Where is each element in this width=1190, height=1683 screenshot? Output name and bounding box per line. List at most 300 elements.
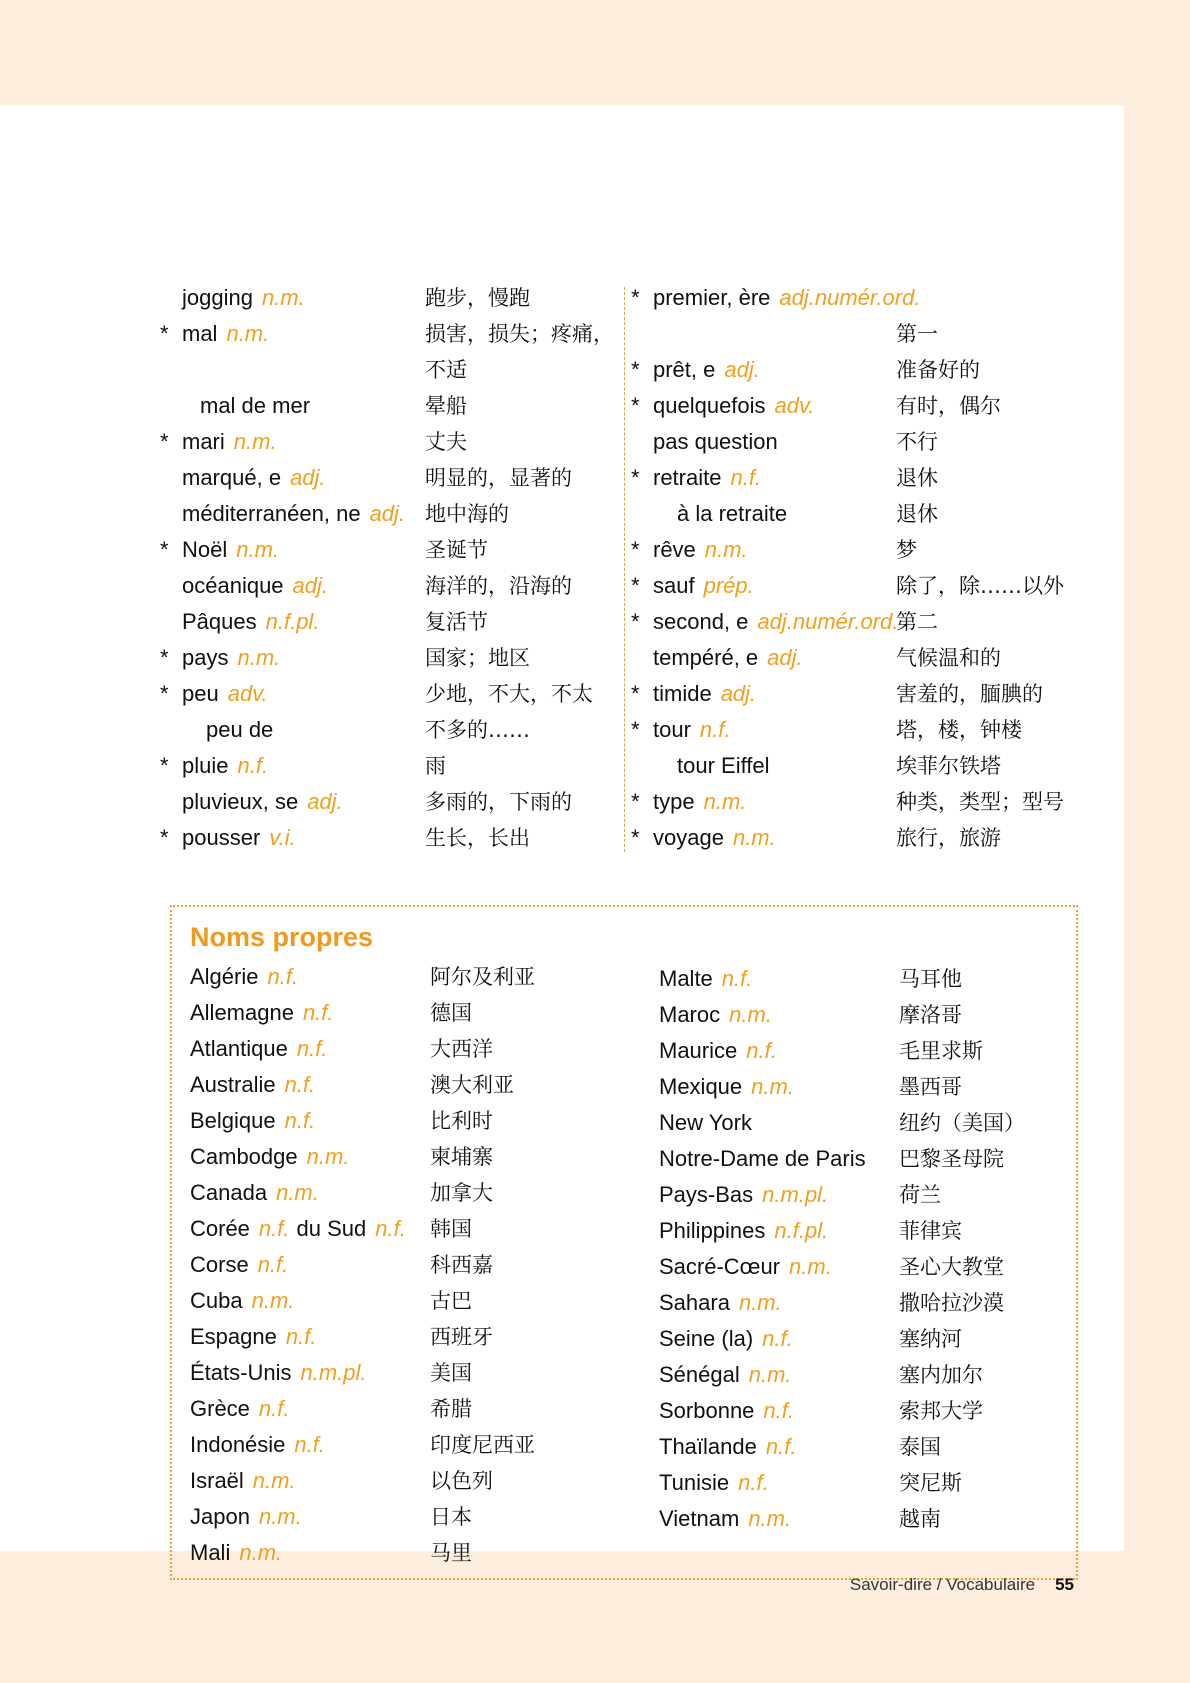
entry-part-of-speech: n.m. [251,1288,295,1313]
entry-star: * [631,357,640,382]
entry-part-of-speech: n.f. [302,1000,334,1025]
vocab-entry [641,424,1081,460]
entry-part-of-speech: n.m. [258,1504,302,1529]
entry-part-of-speech: n.f. [267,964,299,989]
entry-word: Notre-Dame de Paris [659,1146,866,1171]
entry-part-of-speech: adj. [724,357,760,382]
entry-part-of-speech: n.f. [258,1216,290,1241]
entry-part-of-speech: n.f. [284,1072,316,1097]
vocab-entry [170,388,610,424]
vocab-entry [631,352,1081,388]
vocab-entry [631,388,1081,424]
vocab-entry [631,568,1081,604]
entry-word: Maurice [659,1038,738,1063]
entry-star: * [631,465,640,490]
entry-chinese: 日本 [430,1505,472,1529]
proper-noun-entry [659,1141,1099,1177]
entry-word: Philippines [659,1218,766,1243]
entry-word: Malte [659,966,713,991]
entry-part-of-speech: n.f. [721,966,753,991]
proper-noun-entry [659,1105,1099,1141]
entry-part-of-speech: n.f. [375,1216,406,1241]
entry-french [677,748,770,784]
proper-noun-entry [190,1283,630,1319]
entry-word: second, e [653,609,749,634]
entry-star: * [160,429,169,454]
entry-french [653,820,776,856]
entry-french [659,1501,791,1537]
entry-chinese: 古巴 [430,1289,472,1313]
entry-word: Cambodge [190,1144,298,1169]
entry-word: peu de [206,717,274,742]
proper-noun-entry [190,1175,630,1211]
entry-chinese: 损害，损失；疼痛， [425,322,614,346]
entry-part-of-speech: adj.numér.ord. [779,285,921,310]
entry-french [659,1357,792,1393]
entry-word: méditerranéen, ne [182,501,361,526]
vocab-entry [641,316,1081,352]
entry-chinese: 阿尔及利亚 [430,965,535,989]
entry-word: type [653,789,695,814]
entry-chinese: 退休 [896,502,938,526]
proper-nouns-box [170,905,1078,1580]
entry-chinese: 埃菲尔铁塔 [896,754,1001,778]
entry-part-of-speech: n.f. [765,1434,797,1459]
entry-part-of-speech: adj. [290,465,326,490]
entry-french [653,388,815,424]
entry-word: marqué, e [182,465,282,490]
entry-french [653,532,748,568]
page-content [0,105,1124,1565]
proper-noun-entry [190,1211,630,1247]
entry-star: * [631,285,640,310]
entry-chinese: 跑步，慢跑 [425,286,530,310]
entry-chinese: 塞纳河 [899,1327,962,1351]
entry-part-of-speech: n.f. [258,1396,290,1421]
vocab-entry [170,568,610,604]
vocab-entry [631,820,1081,856]
entry-french [190,1319,316,1355]
entry-french [182,424,277,460]
entry-chinese: 撒哈拉沙漠 [899,1291,1004,1315]
entry-part-of-speech: adj. [720,681,757,706]
proper-noun-entry [190,1391,630,1427]
entry-part-of-speech: n.f.pl. [774,1218,829,1243]
entry-chinese: 地中海的 [425,502,509,526]
entry-word: Indonésie [190,1432,286,1457]
entry-french [182,676,268,712]
proper-noun-entry [659,1501,1099,1537]
entry-word: Grèce [190,1396,250,1421]
entry-chinese: 第二 [896,610,938,634]
entry-part-of-speech: n.m. [261,285,305,310]
entry-french [182,280,305,316]
entry-chinese: 圣心大教堂 [899,1255,1004,1279]
entry-chinese: 突尼斯 [899,1471,962,1495]
entry-french [659,1177,828,1213]
entry-star: * [631,537,640,562]
entry-word: tour Eiffel [677,753,770,778]
entry-star: * [631,717,640,742]
entry-part-of-speech: n.m. [226,321,270,346]
entry-french [653,352,760,388]
column-divider [624,287,625,852]
entry-part-of-speech: adj. [767,645,803,670]
entry-word: Allemagne [190,1000,294,1025]
entry-star: * [631,825,640,850]
entry-word: pousser [182,825,261,850]
entry-word: mal [182,321,218,346]
vocab-column-right [631,280,1081,856]
entry-part-of-speech: n.f.pl. [265,609,320,634]
entry-chinese: 马里 [430,1541,472,1565]
entry-chinese: 毛里求斯 [899,1039,983,1063]
entry-word: tour [653,717,691,742]
vocab-entry [631,604,1081,640]
entry-french [190,1463,296,1499]
entry-word: Algérie [190,964,259,989]
entry-french [653,568,754,604]
entry-word: Atlantique [190,1036,288,1061]
entry-chinese: 索邦大学 [899,1399,983,1423]
entry-word: mal de mer [200,393,311,418]
entry-part-of-speech: adv. [774,393,815,418]
entry-french [653,640,803,676]
proper-noun-entry [659,1393,1099,1429]
proper-noun-entry [659,1429,1099,1465]
entry-chinese: 德国 [430,1001,472,1025]
entry-part-of-speech: adj. [292,573,329,598]
entry-chinese: 纽约（美国） [899,1111,1025,1135]
vocab-entry [170,604,610,640]
entry-word: Sahara [659,1290,730,1315]
entry-word: pluie [182,753,229,778]
vocab-entry [170,496,610,532]
entry-french [659,1069,794,1105]
entry-chinese: 印度尼西亚 [430,1433,535,1457]
entry-chinese: 晕船 [425,394,467,418]
entry-word: mari [182,429,225,454]
entry-part-of-speech: n.m. [751,1074,794,1099]
entry-part-of-speech: n.f. [296,1036,328,1061]
entry-french [190,1031,327,1067]
entry-part-of-speech: n.m.pl. [762,1182,829,1207]
vocab-entry [631,280,1081,316]
vocab-entry [641,496,1081,532]
entry-word: Vietnam [659,1506,740,1531]
proper-noun-entry [659,1177,1099,1213]
entry-french [182,640,280,676]
entry-word: jogging [182,285,253,310]
entry-french [659,1465,769,1501]
entry-word: Canada [190,1180,268,1205]
proper-noun-entry [190,1067,630,1103]
entry-chinese: 圣诞节 [425,538,488,562]
entry-chinese: 少地，不大，不太 [425,682,593,706]
entry-french [206,712,273,748]
entry-part-of-speech: n.f. [730,465,762,490]
entry-french [659,997,772,1033]
entry-chinese: 越南 [899,1507,941,1531]
proper-noun-entry [659,1213,1099,1249]
entry-word: Sorbonne [659,1398,755,1423]
entry-part-of-speech: n.m. [252,1468,296,1493]
vocab-entry [170,460,610,496]
entry-part-of-speech: adj. [307,789,343,814]
entry-part-of-speech: n.f. [699,717,731,742]
entry-french [182,316,269,352]
proper-noun-entry [659,961,1099,997]
entry-chinese: 退休 [896,466,938,490]
entry-star: * [631,681,640,706]
entry-part-of-speech: n.f. [284,1108,316,1133]
entry-french [182,820,296,856]
entry-word: Espagne [190,1324,277,1349]
vocab-entry [631,532,1081,568]
vocab-entry [160,820,610,856]
page-number: 55 [1055,1575,1074,1594]
proper-noun-entry [190,1319,630,1355]
entry-chinese: 加拿大 [430,1181,493,1205]
entry-french [659,1429,796,1465]
entry-word: Maroc [659,1002,721,1027]
entry-part-of-speech: n.m. [236,537,280,562]
entry-chinese: 不多的…… [425,718,530,742]
entry-french [653,712,731,748]
entry-word: timide [653,681,712,706]
proper-noun-entry [659,1285,1099,1321]
entry-word: pays [182,645,229,670]
vocab-entry [170,352,610,388]
entry-star: * [631,789,640,814]
entry-chinese: 菲律宾 [899,1219,962,1243]
entry-french [653,460,761,496]
proper-noun-entry [659,1033,1099,1069]
vocab-entry [160,676,610,712]
proper-noun-entry [659,1249,1099,1285]
entry-french [659,1033,777,1069]
entry-french [190,1139,349,1175]
entry-french [653,280,920,316]
entry-french [190,959,298,995]
entry-word: Mexique [659,1074,743,1099]
entry-chinese: 害羞的，腼腆的 [896,682,1043,706]
proper-nouns-column-left [190,959,630,1571]
entry-star: * [160,825,169,850]
entry-chinese: 澳大利亚 [430,1073,514,1097]
entry-word: Cuba [190,1288,243,1313]
entry-chinese: 旅行，旅游 [896,826,1001,850]
entry-chinese: 美国 [430,1361,472,1385]
entry-chinese: 韩国 [430,1217,472,1241]
entry-chinese: 气候温和的 [896,646,1001,670]
entry-french [182,532,279,568]
proper-noun-entry [190,1103,630,1139]
entry-word: pas question [653,429,778,454]
entry-french [190,995,334,1031]
vocab-entry [631,784,1081,820]
entry-chinese: 科西嘉 [430,1253,493,1277]
entry-chinese: 复活节 [425,610,488,634]
entry-word: prêt, e [653,357,716,382]
entry-chinese: 巴黎圣母院 [899,1147,1004,1171]
entry-word: Corse [190,1252,249,1277]
vocab-entry [160,532,610,568]
entry-word: premier, ère [653,285,771,310]
entry-part-of-speech: n.f. [285,1324,317,1349]
entry-french [190,1391,290,1427]
proper-noun-entry [190,1031,630,1067]
vocab-entry [160,316,614,352]
entry-chinese: 荷兰 [899,1183,941,1207]
proper-nouns-title: Noms propres [190,922,374,952]
entry-part-of-speech: n.f. [763,1398,794,1423]
proper-nouns-column-right [659,961,1099,1537]
entry-word: Noël [182,537,228,562]
entry-chinese: 多雨的，下雨的 [425,790,572,814]
vocab-entry [160,640,610,676]
vocab-entry [631,676,1081,712]
proper-noun-entry [659,1465,1099,1501]
entry-french [182,568,328,604]
entry-star: * [160,537,169,562]
entry-chinese: 比利时 [430,1109,493,1133]
proper-noun-entry [190,1463,630,1499]
entry-star: * [160,753,169,778]
entry-chinese: 梦 [896,538,917,562]
entry-chinese: 墨西哥 [899,1075,962,1099]
proper-noun-entry [190,1427,630,1463]
entry-french [659,1105,752,1141]
entry-french [659,1249,832,1285]
entry-chinese: 准备好的 [896,358,980,382]
proper-noun-entry [659,1069,1099,1105]
vocab-entry [170,712,610,748]
entry-word: Sacré-Cœur [659,1254,781,1279]
entry-french [653,676,756,712]
entry-word: pluvieux, se [182,789,299,814]
entry-part-of-speech: n.f. [294,1432,325,1457]
entry-part-of-speech: n.f. [738,1470,769,1495]
entry-chinese: 海洋的，沿海的 [425,574,572,598]
entry-french [190,1499,302,1535]
entry-french [182,604,319,640]
entry-part-of-speech: adj. [369,501,406,526]
entry-word: Belgique [190,1108,276,1133]
entry-word: Israël [190,1468,244,1493]
entry-word: Pays-Bas [659,1182,754,1207]
vocab-entry [160,424,610,460]
entry-part-of-speech: n.m.pl. [300,1360,367,1385]
entry-french [190,1067,315,1103]
entry-chinese: 大西洋 [430,1037,493,1061]
proper-noun-entry [190,1247,630,1283]
entry-word: quelquefois [653,393,766,418]
entry-star: * [631,393,640,418]
entry-french [190,1355,367,1391]
entry-part-of-speech: v.i. [269,825,296,850]
vocab-entry [160,748,610,784]
proper-noun-entry [659,997,1099,1033]
entry-french [200,388,310,424]
proper-noun-entry [659,1357,1099,1393]
entry-star: * [631,573,640,598]
entry-chinese: 生长，长出 [425,826,530,850]
vocab-entry [641,640,1081,676]
entry-part-of-speech: n.f. [257,1252,289,1277]
entry-chinese: 摩洛哥 [899,1003,962,1027]
entry-french [190,1427,325,1463]
proper-noun-entry [190,1535,630,1571]
entry-chinese: 丈夫 [425,430,467,454]
entry-part-of-speech: n.m. [748,1506,792,1531]
entry-chinese: 柬埔寨 [430,1145,493,1169]
entry-part-of-speech: n.m. [732,825,776,850]
proper-noun-entry [190,1355,630,1391]
entry-part-of-speech: n.m. [738,1290,782,1315]
entry-star: * [160,645,169,670]
entry-word: rêve [653,537,696,562]
entry-part-of-speech: prép. [703,573,754,598]
entry-word: tempéré, e [653,645,759,670]
entry-french [182,748,268,784]
entry-star: * [160,681,169,706]
entry-chinese: 泰国 [899,1435,941,1459]
entry-star: * [160,321,169,346]
entry-part-of-speech: n.m. [703,789,747,814]
entry-part-of-speech: n.m. [276,1180,319,1205]
entry-french [659,1285,782,1321]
entry-chinese: 有时，偶尔 [896,394,1001,418]
vocab-column-left [160,280,614,856]
entry-word: Corée [190,1216,250,1241]
entry-word: États-Unis [190,1360,292,1385]
entry-word: océanique [182,573,284,598]
entry-chinese: 塞内加尔 [899,1363,983,1387]
entry-word: Mali [190,1540,231,1565]
vocab-entry [641,748,1081,784]
entry-word: Thaïlande [659,1434,757,1459]
entry-chinese: 明显的，显著的 [425,466,572,490]
vocab-entry [170,784,610,820]
proper-noun-entry [190,995,630,1031]
entry-french [190,1103,315,1139]
entry-french [190,1283,294,1319]
entry-french [659,1321,793,1357]
entry-word: voyage [653,825,724,850]
entry-chinese: 第一 [896,322,938,346]
entry-chinese: 不行 [896,430,938,454]
entry-french [653,604,898,640]
entry-chinese: 塔，楼，钟楼 [896,718,1022,742]
vocab-entry [170,280,610,316]
entry-word: retraite [653,465,722,490]
entry-french [182,460,326,496]
page-footer [850,1575,1074,1595]
vocab-entry [631,460,1081,496]
entry-chinese: 希腊 [430,1397,472,1421]
proper-noun-entry [190,1499,630,1535]
entry-part-of-speech: n.m. [729,1002,772,1027]
entry-part-of-speech: n.m. [704,537,748,562]
proper-noun-entry [190,959,630,995]
entry-french [659,961,752,997]
entry-french [190,1247,288,1283]
entry-word: Pâques [182,609,257,634]
entry-word: Australie [190,1072,276,1097]
entry-french [182,784,343,820]
vocab-entry [631,712,1081,748]
